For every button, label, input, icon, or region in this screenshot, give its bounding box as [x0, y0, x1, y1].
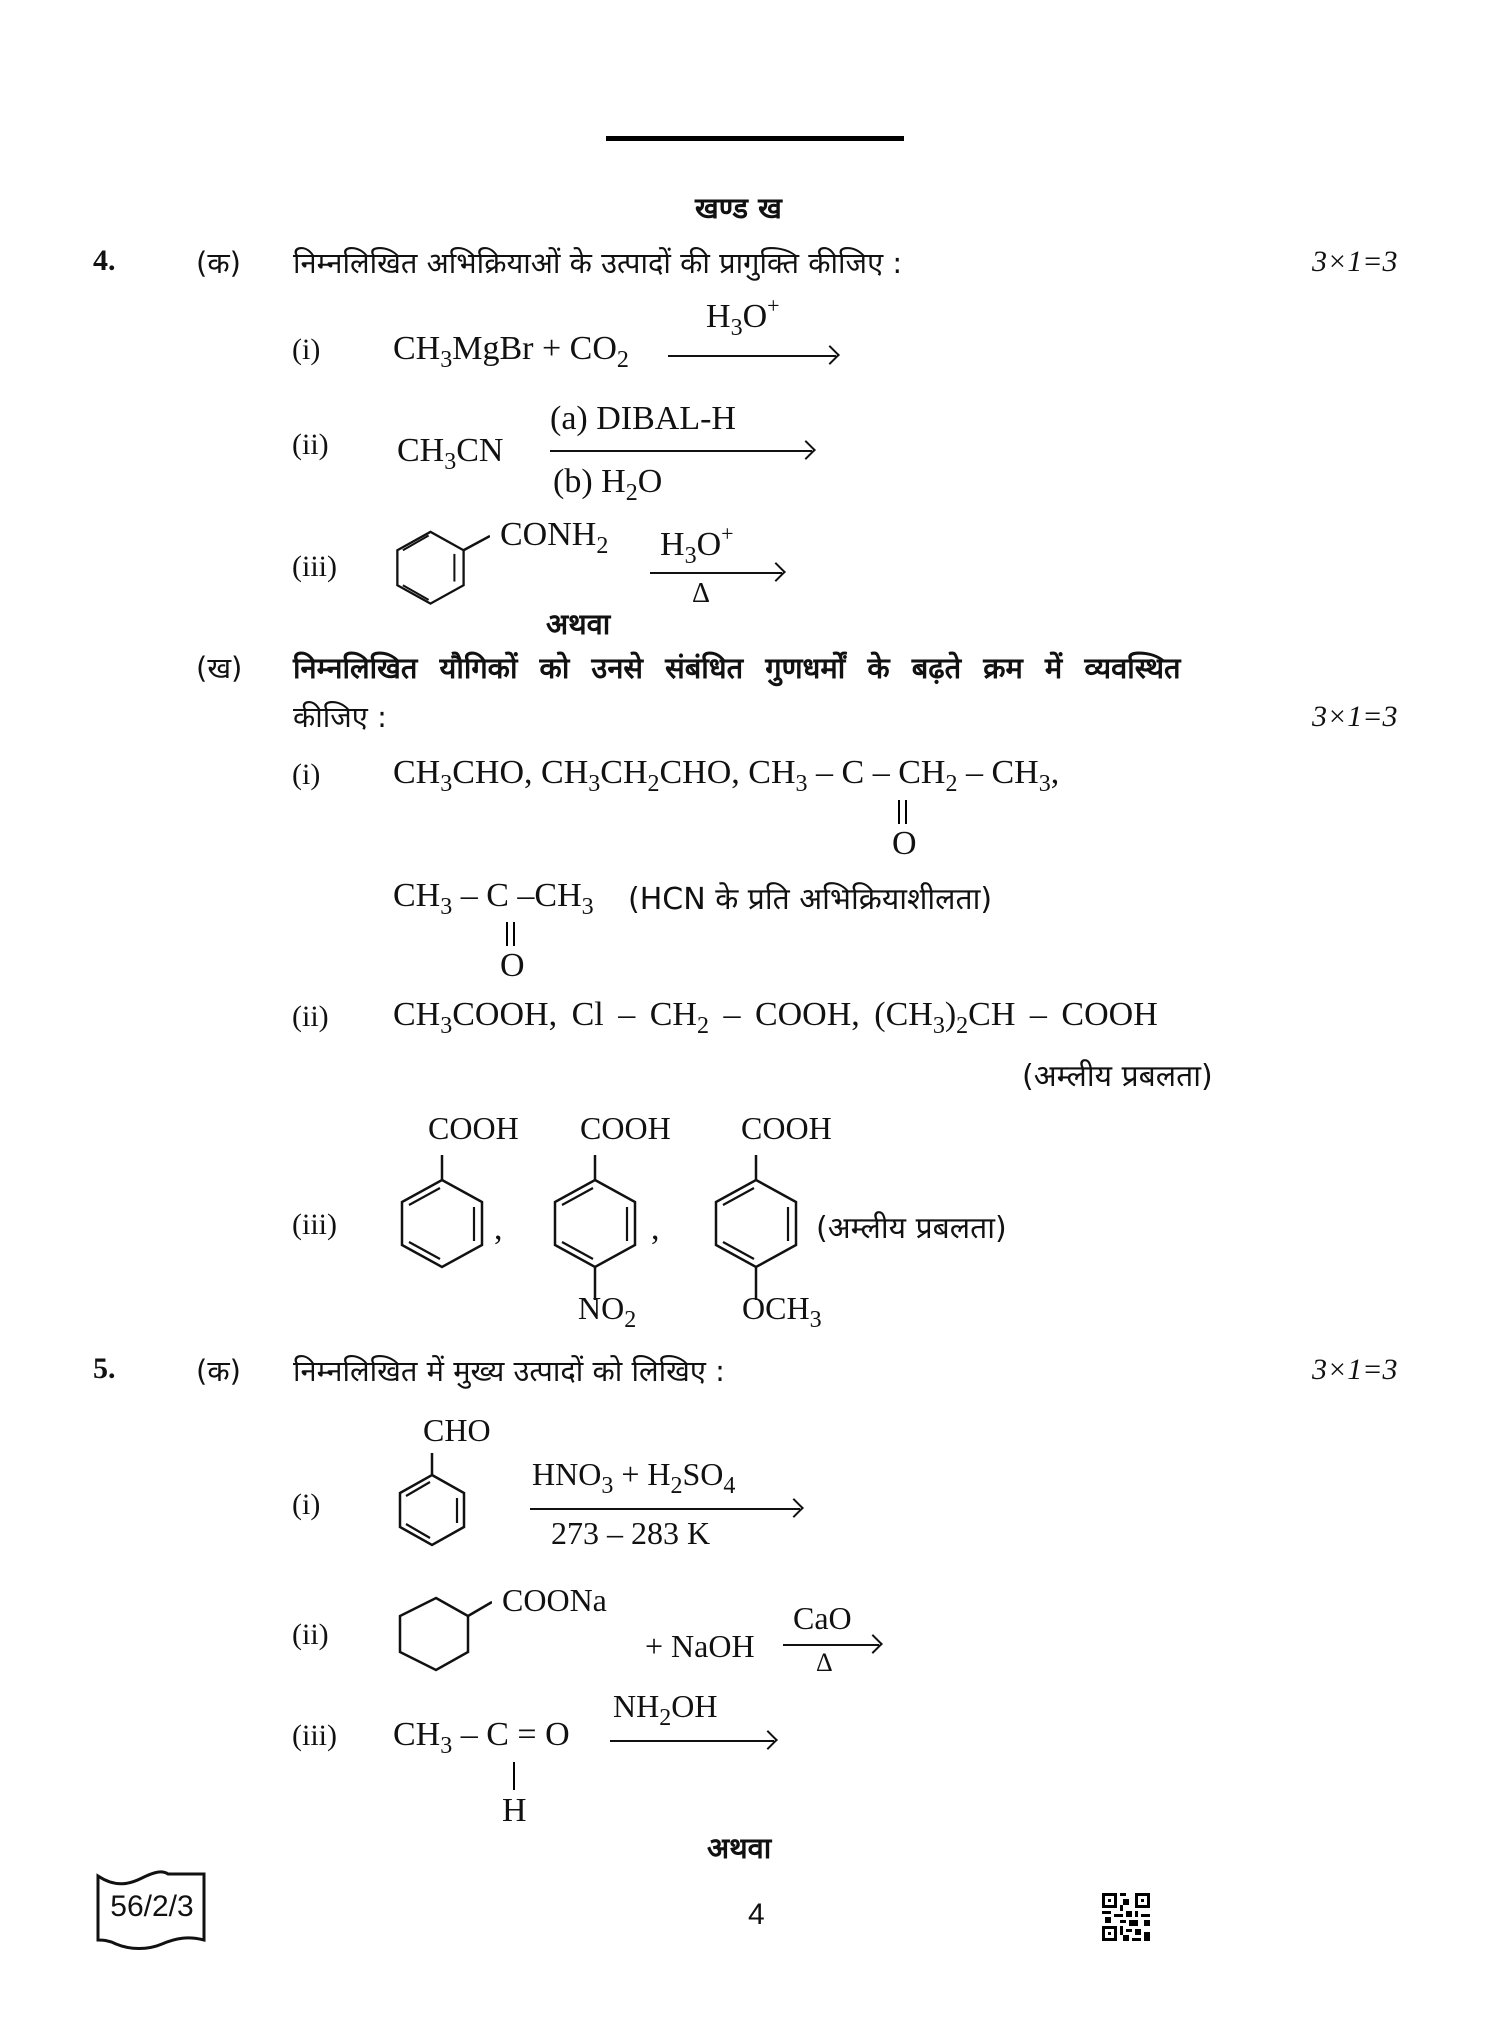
q4a-item-3-label: (iii): [292, 550, 337, 583]
or-label: अथवा: [707, 1831, 772, 1865]
benzene-ring-icon: [392, 1453, 472, 1553]
double-bond: [513, 922, 515, 946]
q4a-item-3-reagent-below: Δ: [692, 578, 711, 609]
page-number: 4: [748, 1898, 765, 1931]
bottom-group-2: $NO_2$: [578, 1290, 637, 1333]
comma: ,: [651, 1210, 660, 1247]
q5a-item-3-reactant: $CH_3 - C = O$: [393, 1716, 570, 1759]
benzene-ring-icon: [545, 1155, 645, 1300]
q5a-item-2-extra: + NaOH: [645, 1628, 755, 1664]
q4a-item-1-reactant: $CH_3MgBr + CO_2$: [393, 330, 629, 373]
q4a-item-2-reagent-below: (b) $H_2O$: [553, 463, 663, 506]
top-group-3: COOH: [741, 1110, 832, 1146]
reaction-arrow: [550, 450, 812, 452]
q4b-item-1-compounds-line2: $CH_3$ – C $-CH_3$: [393, 877, 594, 920]
benzene-ring-icon: [390, 530, 490, 610]
paper-code-badge: [96, 1870, 208, 1950]
q4-part-b-label: (ख): [196, 651, 243, 685]
hydrogen-atom: H: [502, 1792, 527, 1829]
question-number-5: 5.: [93, 1352, 116, 1385]
q4-part-b-marks: 3×1=3: [1312, 700, 1398, 733]
q5a-item-2-label: (ii): [292, 1618, 329, 1651]
section-title: खण्ड ख: [695, 191, 782, 225]
q4-part-b-prompt-line1: निम्नलिखित यौगिकों को उनसे संबंधित गुणधर्मों के बढ़ते क्रम में व्यवस्थित: [293, 651, 1181, 685]
double-bond: [905, 800, 907, 824]
q4b-item-1-label: (i): [292, 758, 321, 791]
q5a-item-2-reagent-below: Δ: [816, 1648, 833, 1677]
benzene-ring-icon: [706, 1155, 806, 1300]
top-group-2: COOH: [580, 1110, 671, 1146]
q5-part-a-prompt: निम्नलिखित में मुख्य उत्पादों को लिखिए :: [293, 1354, 725, 1388]
q5-part-a-marks: 3×1=3: [1312, 1353, 1398, 1386]
q5a-item-1-label: (i): [292, 1488, 321, 1521]
paper-code: 56/2/3: [110, 1890, 194, 1923]
q4a-item-3-substituent: $CONH_2$: [500, 516, 609, 559]
q4b-item-3-label: (iii): [292, 1208, 337, 1241]
qr-code-icon: [1102, 1893, 1150, 1941]
q4b-item-2-compounds: $CH_3COOH$, Cl – $CH_2$ – COOH, $(CH_3)_2CH$ – COOH: [393, 996, 1158, 1039]
q4a-item-2-reagent-above: (a) DIBAL-H: [550, 400, 736, 437]
q5a-item-3-label: (iii): [292, 1719, 337, 1752]
q4b-item-2-property: (अम्लीय प्रबलता): [1022, 1059, 1213, 1094]
q5a-item-1-reagent-below: 273 – 283 K: [551, 1515, 711, 1551]
reaction-arrow: [783, 1644, 879, 1646]
comma: ,: [494, 1210, 503, 1247]
q4a-item-2-label: (ii): [292, 428, 329, 461]
double-bond: [506, 922, 508, 946]
carbonyl-oxygen: O: [500, 947, 525, 984]
reaction-arrow: [530, 1508, 800, 1510]
benzene-ring-icon: [392, 1155, 492, 1270]
reaction-arrow: [650, 572, 782, 574]
q4-part-b-prompt-line2: कीजिए :: [293, 700, 387, 734]
reaction-arrow: [668, 355, 836, 357]
q4-part-a-label: (क): [196, 246, 241, 280]
or-label: अथवा: [546, 607, 611, 641]
top-group-1: COOH: [428, 1110, 519, 1146]
bottom-group-3: $OCH_3$: [742, 1290, 822, 1333]
q5a-item-2-substituent: COONa: [502, 1582, 607, 1618]
q4a-item-1-label: (i): [292, 333, 321, 366]
q4b-item-2-label: (ii): [292, 1000, 329, 1033]
q5a-item-2-reagent-above: CaO: [793, 1600, 852, 1636]
q4-part-a-marks: 3×1=3: [1312, 245, 1398, 278]
q4a-item-1-reagent: $H_3O^+$: [706, 293, 780, 341]
cyclohexane-ring-icon: [392, 1590, 492, 1680]
carbonyl-oxygen: O: [892, 825, 917, 862]
double-bond: [898, 800, 900, 824]
q4-part-a-prompt: निम्नलिखित अभिक्रियाओं के उत्पादों की प्रागुक्ति कीजिए :: [293, 246, 903, 280]
q4a-item-3-reagent-above: $H_3O^+$: [660, 521, 734, 569]
q4b-item-1-compounds-line1: $CH_3CHO$, $CH_3CH_2CHO$, $CH_3$ – C – $CH_2 - CH_3$,: [393, 754, 1060, 797]
q5a-item-3-reagent-above: $NH_2OH$: [613, 1688, 718, 1731]
q4a-item-2-reactant: $CH_3CN$: [397, 432, 504, 475]
q5-part-a-label: (क): [196, 1354, 241, 1388]
question-number-4: 4.: [93, 244, 116, 277]
reaction-arrow: [610, 1740, 774, 1742]
top-divider: [606, 136, 904, 141]
single-bond: [513, 1762, 515, 1790]
q5a-item-1-substituent: CHO: [423, 1412, 491, 1448]
q4b-item-3-property: (अम्लीय प्रबलता): [816, 1211, 1007, 1246]
q4b-item-1-property: (HCN के प्रति अभिक्रियाशीलता): [628, 882, 993, 917]
q5a-item-1-reagent-above: $HNO_3 + H_2SO_4$: [532, 1456, 736, 1499]
